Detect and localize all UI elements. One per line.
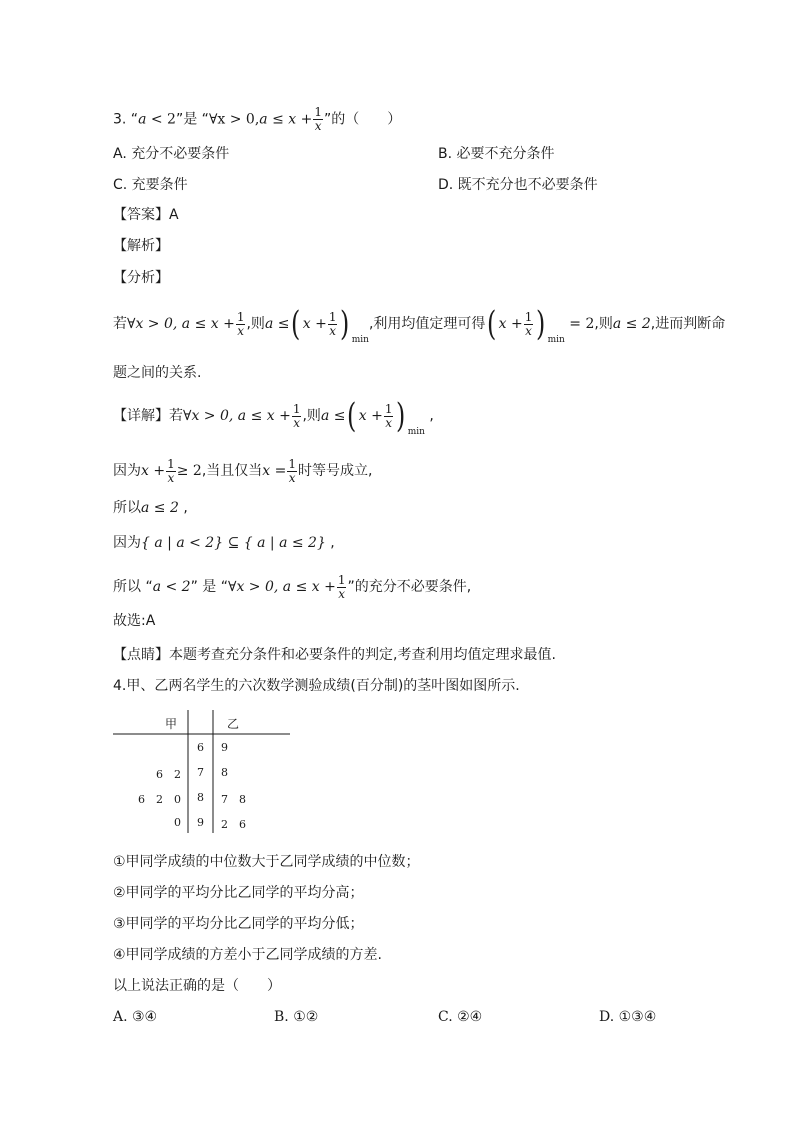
q3-comment: 【点睛】本题考查充分条件和必要条件的判定,考查利用均值定理求最值. <box>113 647 556 663</box>
q3-forall: ∀x > 0, <box>208 111 260 128</box>
q3-choose: 故选:A <box>113 613 156 629</box>
stem-row4: 9 <box>197 816 204 829</box>
right-paren: ) <box>340 304 350 344</box>
q3-fenxi-title: 【分析】 <box>113 270 169 286</box>
q3-detail-line: 【详解】若∀x > 0, a ≤ x + $\frac{1}{x}$ ,则a ≤( x + $\frac{1}{x}$ ) $_{min}$ , <box>113 396 434 437</box>
left-paren: ( <box>291 304 301 344</box>
q4-statement-1: ①甲同学成绩的中位数大于乙同学成绩的中位数； <box>113 854 420 870</box>
q3-stem-mid: ”是 “ <box>175 111 209 128</box>
leaf-left-row4: 0 <box>174 816 181 829</box>
stem-row3: 8 <box>197 791 204 804</box>
q4-prompt: 以上说法正确的是（ ） <box>113 978 281 994</box>
q4-statement-4: ④甲同学成绩的方差小于乙同学成绩的方差. <box>113 947 382 963</box>
q4-option-a: A. ③④ <box>113 1009 158 1025</box>
q4-statement-3: ③甲同学的平均分比乙同学的平均分低； <box>113 916 364 932</box>
fenxi-forall: ∀x > 0, a ≤ x + <box>127 316 235 332</box>
stem-row1: 6 <box>197 741 204 754</box>
q3-so2: 所以 “a < 2” 是 “∀x > 0, a ≤ x + $\frac{1}{x}$ ”的充分不必要条件, <box>113 572 472 601</box>
leaf-right-row3: 7 8 <box>221 793 246 806</box>
q3-analysis-title: 【解析】 <box>113 238 169 254</box>
leaf-left-row3: 6 2 0 <box>138 793 181 806</box>
q3-option-d: D. 既不充分也不必要条件 <box>438 177 598 193</box>
q3-because1: 因为x + $\frac{1}{x}$ ≥ 2,当且仅当x = $\frac{1}{x}$ 时等号成立, <box>113 456 373 485</box>
leaf-right-row1: 9 <box>221 741 228 754</box>
q3-option-a: A. 充分不必要条件 <box>113 146 230 162</box>
q3-option-c: C. 充要条件 <box>113 177 188 193</box>
q4-statement-2: ②甲同学的平均分比乙同学的平均分高； <box>113 885 364 901</box>
q3-cond-a: a <box>138 111 147 128</box>
q3-cond-lt2: < 2 <box>146 111 176 128</box>
q4-option-c: C. ②④ <box>438 1009 483 1025</box>
q3-fenxi-line: 若∀x > 0, a ≤ x + $\frac{1}{x}$ ,则a ≤( x + $\frac{1}{x}$ ) $_{min}$,利用均值定理可得( x + $\frac{1}{x}$ ) $_{min}$ = 2,则a ≤ 2,进而判断命 <box>113 304 726 345</box>
q3-stem <box>113 106 401 133</box>
q3-stem-post: ”的（ ） <box>323 111 402 128</box>
stem-leaf-right-label: 乙 <box>227 717 240 731</box>
q4-stem: 4.甲、乙两名学生的六次数学测验成绩(百分制)的茎叶图如图所示. <box>113 678 520 694</box>
leaf-right-row4: 2 6 <box>221 818 246 831</box>
q3-so1: 所以a ≤ 2 , <box>113 500 188 516</box>
leaf-left-row2: 6 2 <box>156 768 181 781</box>
q3-option-b: B. 必要不充分条件 <box>438 146 555 162</box>
q3-because2: 因为{ a | a < 2} ⊆ { a | a ≤ 2} , <box>113 535 335 551</box>
q4-option-b: B. ①② <box>274 1009 319 1025</box>
stem-row2: 7 <box>197 766 204 779</box>
q3-answer: 【答案】A <box>113 207 179 223</box>
q3-fraction: $\frac{1}{x}$ <box>314 105 322 133</box>
leaf-right-row2: 8 <box>221 766 228 779</box>
q3-a-le-x: a ≤ x + <box>259 111 313 128</box>
stem-leaf-plot <box>113 708 293 838</box>
stem-leaf-left-label: 甲 <box>165 717 178 731</box>
q3-stem-pre: 3. “ <box>113 111 139 128</box>
q3-fenxi-line2: 题之间的关系. <box>113 365 202 381</box>
q4-option-d: D. ①③④ <box>599 1009 657 1025</box>
